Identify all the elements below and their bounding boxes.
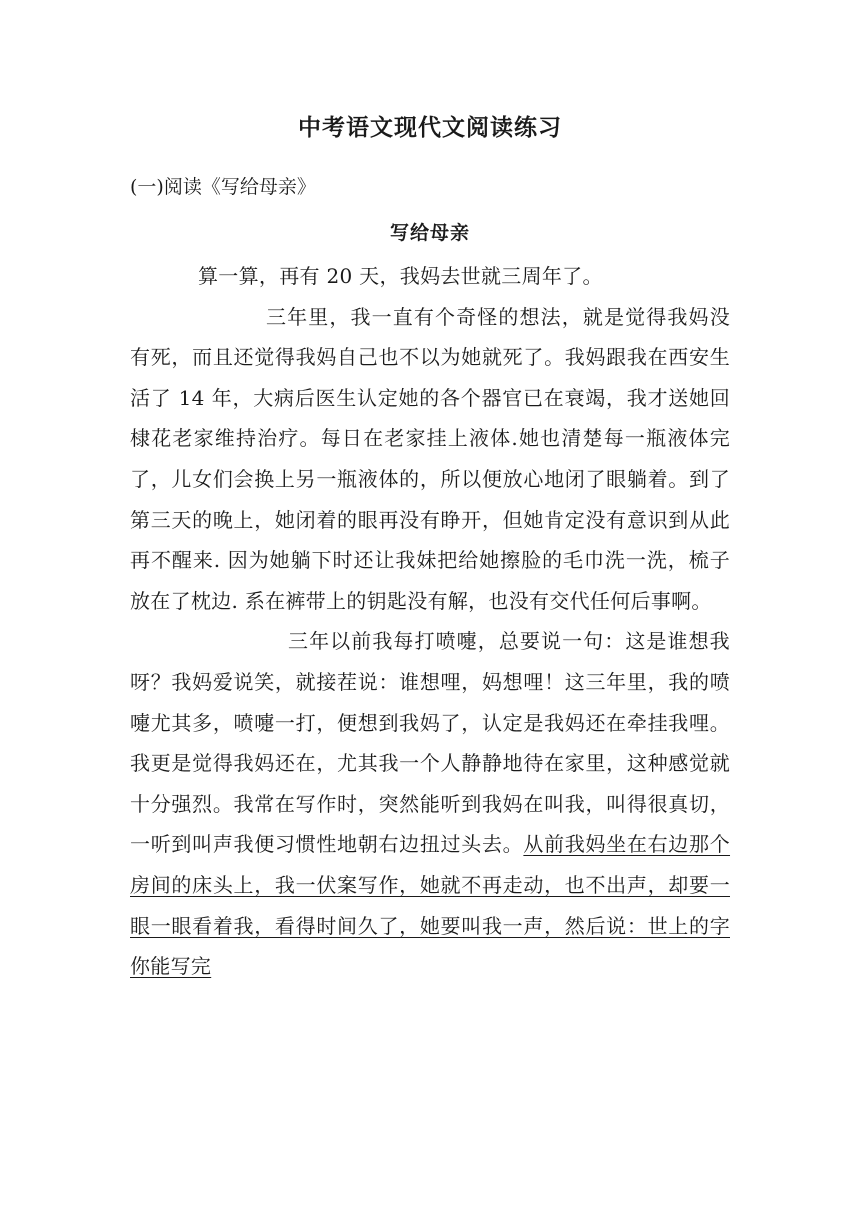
document-title: 中考语文现代文阅读练习 xyxy=(298,115,562,141)
article-body xyxy=(130,256,730,987)
paragraph-2: 三年里，我一直有个奇怪的想法，就是觉得我妈没有死，而且还觉得我妈自己也不以为她就死了。我妈跟我在西安生活了 14 年，大病后医生认定她的各个器官已在衰竭，我才送她回棣花老家维持治疗。每日在老家挂上液体.她也清楚每一瓶液体完了，儿女们会换上另一瓶液体的，所以便放心地闭了眼躺着。到了第三天的晚上，她闭着的眼再没有睁开，但她肯定没有意识到从此再不醒来. 因为她躺下时还让我妹把给她擦脸的毛巾洗一洗，梳子放在了枕边. 系在裤带上的钥匙没有解，也没有交代任何后事啊。 xyxy=(130,304,730,613)
underlined-passage: 从前我妈坐在右边那个房间的床头上，我一伏案写作，她就不再走动，也不出声，却要一眼一眼看着我，看得时间久了，她要叫我一声，然后说：世上的字你能写完 xyxy=(130,832,731,979)
paragraph-3-text: 三年以前我每打喷嚏，总要说一句：这是谁想我呀？我妈爱说笑，就接茬说：谁想哩，妈想哩！这三年里，我的喷嚏尤其多，喷嚏一打，便想到我妈了，认定是我妈还在牵挂我哩。我更是觉得我妈还在，尤其我一个人静静地待在家里，这种感觉就十分强烈。我常在写作时，突然能听到我妈在叫我，叫得很真切，一听到叫声我便习惯性地朝右边扭过头去。 xyxy=(130,629,730,857)
section-heading: (一)阅读《写给母亲》 xyxy=(130,176,316,198)
paragraph-1: 算一算，再有 20 天，我妈去世就三周年了。 xyxy=(198,264,603,288)
paragraph-3 xyxy=(130,621,730,986)
article-title: 写给母亲 xyxy=(389,222,470,244)
